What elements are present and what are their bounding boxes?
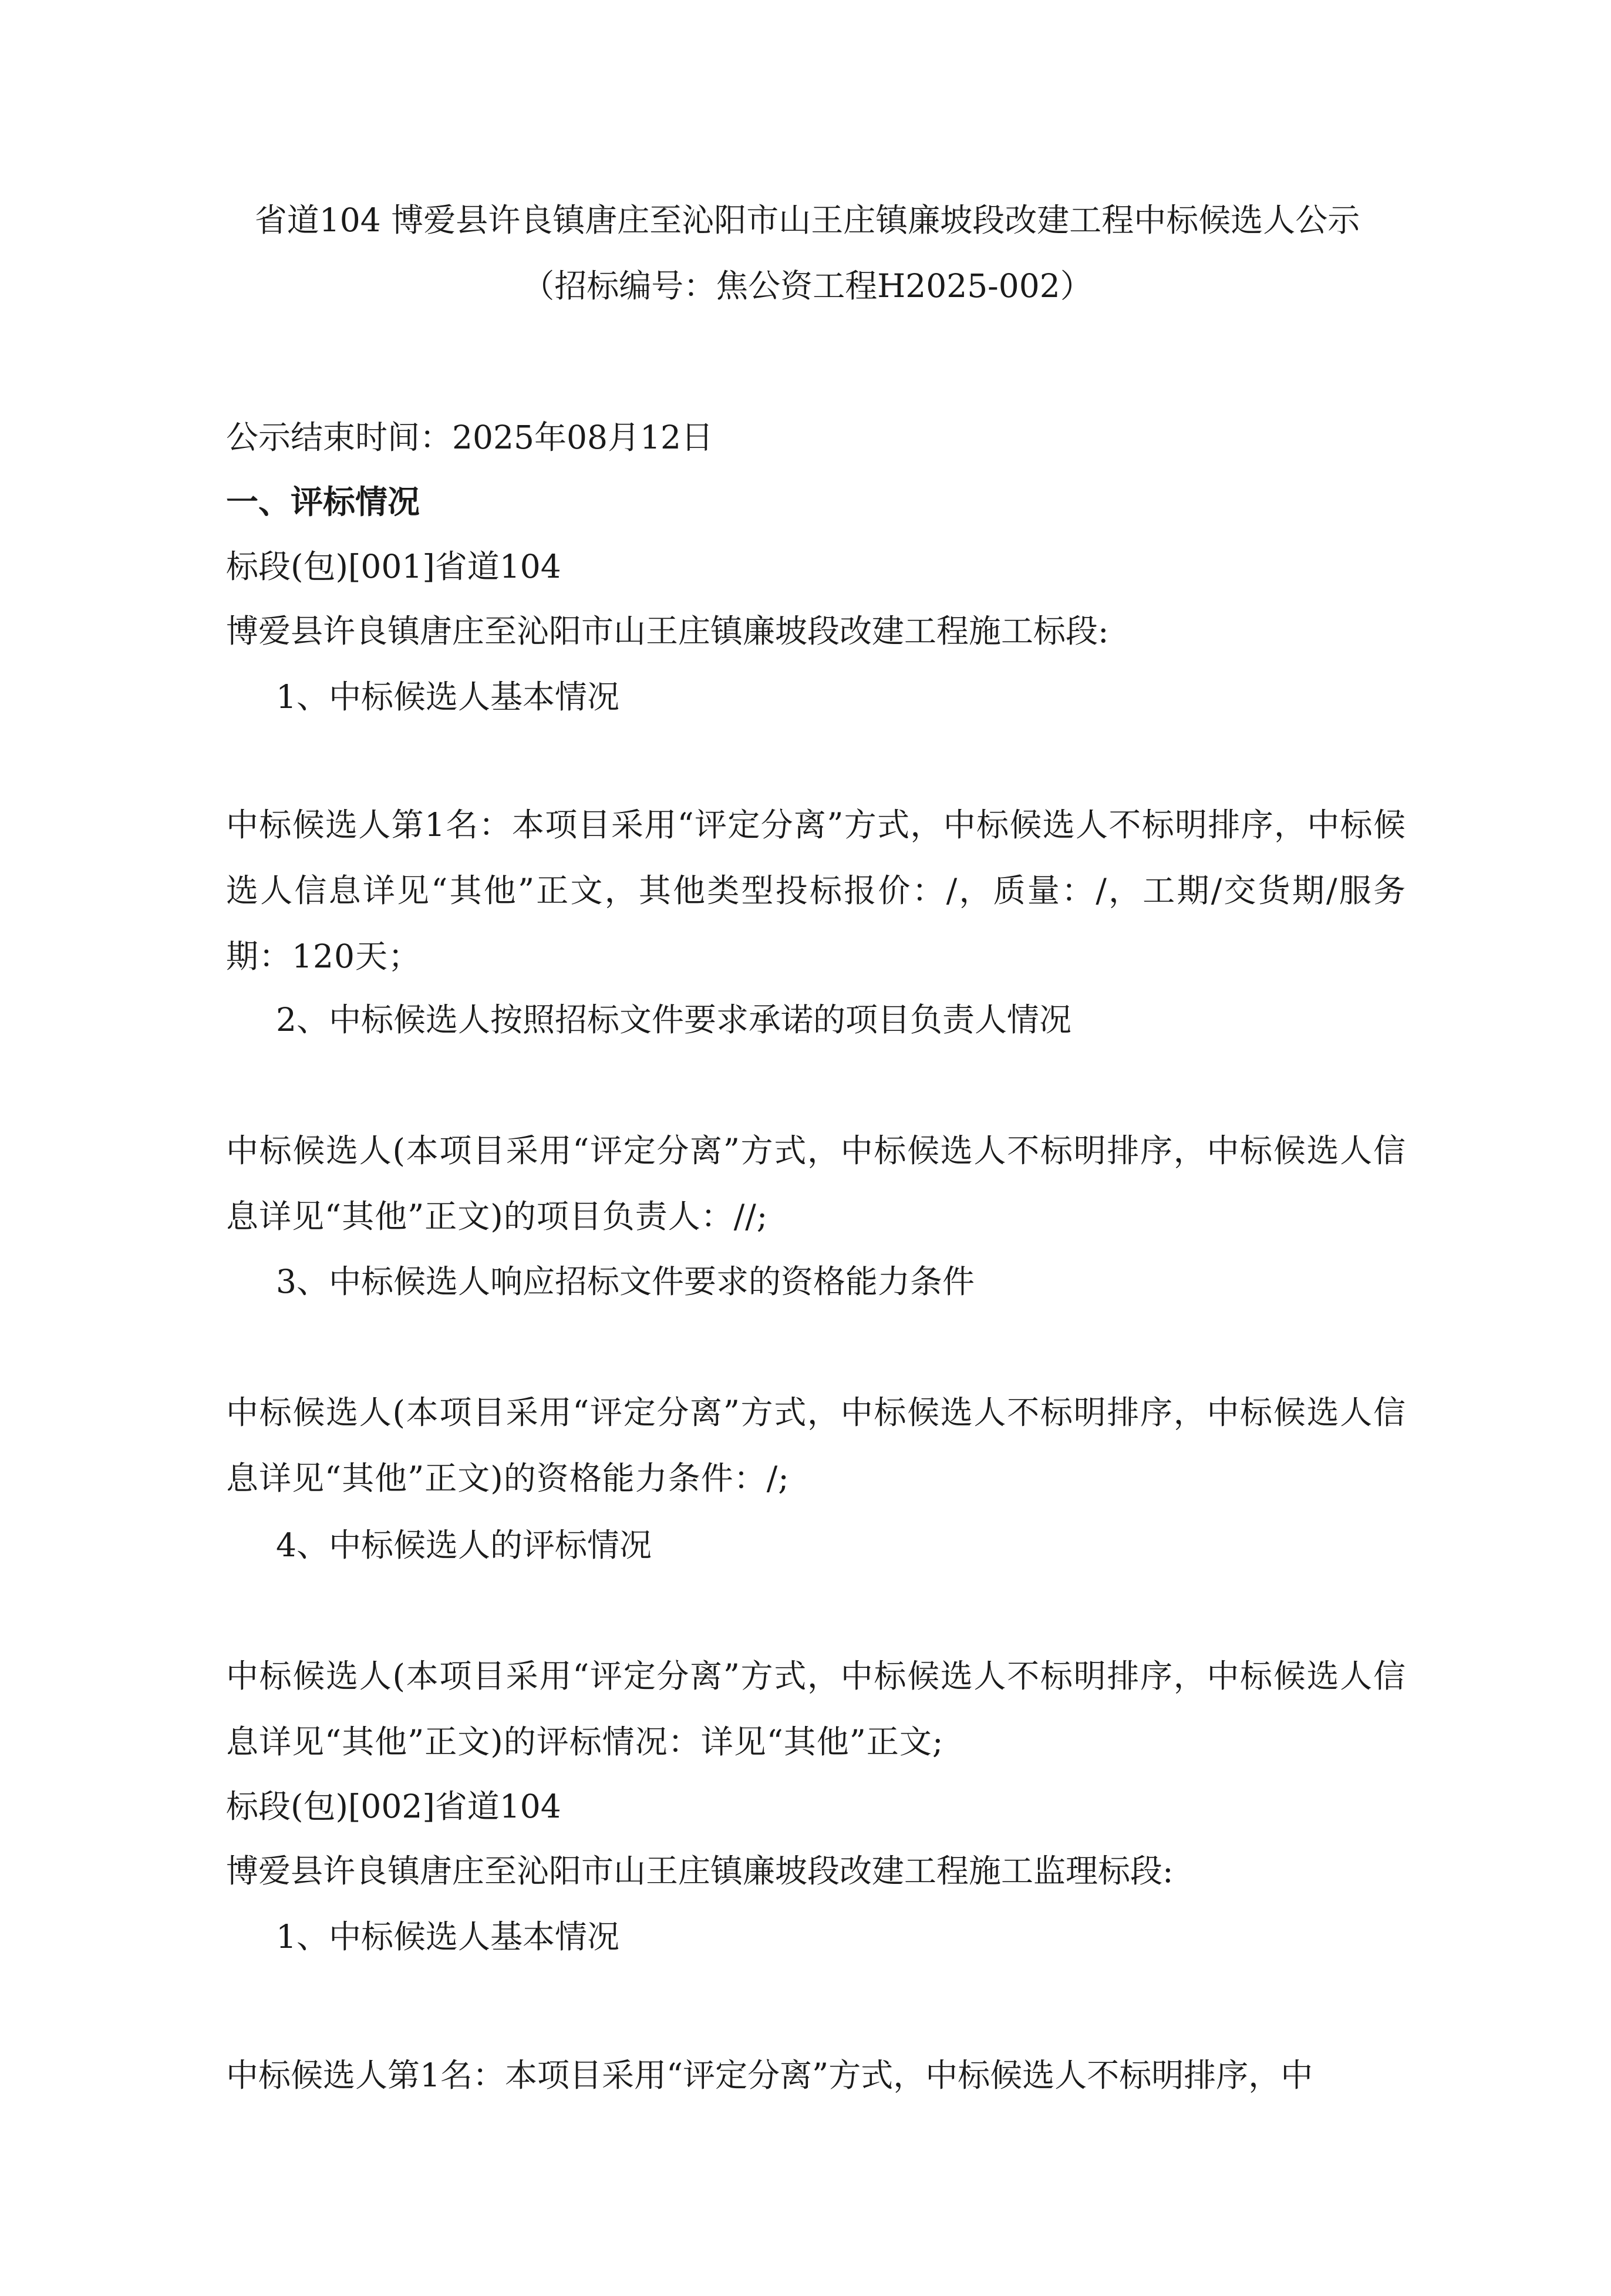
lot1-name: 博爱县许良镇唐庄至沁阳市山王庄镇廉坡段改建工程施工标段:: [226, 612, 1109, 650]
document-title-line1: 省道104 博爱县许良镇唐庄至沁阳市山王庄镇廉坡段改建工程中标候选人公示: [254, 201, 1360, 239]
lot1-item2-heading: 2、中标候选人按照招标文件要求承诺的项目负责人情况: [276, 1001, 1071, 1039]
lot1-item2-text: 中标候选人(本项目采用“评定分离”方式，中标候选人不标明排序，中标候选人信息详见“其他”正文)的项目负责人：//;: [226, 1132, 1406, 1235]
lot1-item4-text: 中标候选人(本项目采用“评定分离”方式，中标候选人不标明排序，中标候选人信息详见“其他”正文)的评标情况：详见“其他”正文;: [226, 1657, 1406, 1761]
lot2-label: 标段(包)[002]省道104: [226, 1788, 561, 1825]
lot2-item1-heading: 1、中标候选人基本情况: [276, 1918, 619, 1956]
lot1-label: 标段(包)[001]省道104: [226, 548, 561, 585]
lot2-name: 博爱县许良镇唐庄至沁阳市山王庄镇廉坡段改建工程施工监理标段:: [226, 1852, 1174, 1890]
lot1-item1-heading: 1、中标候选人基本情况: [276, 678, 619, 716]
lot2-item1-text: 中标候选人第1名：本项目采用“评定分离”方式，中标候选人不标明排序，中: [226, 2056, 1313, 2094]
section-heading-evaluation: 一、评标情况: [226, 483, 420, 521]
document-title-line2: （招标编号：焦公资工程H2025-002）: [522, 267, 1093, 305]
lot1-item3-heading: 3、中标候选人响应招标文件要求的资格能力条件: [276, 1263, 975, 1300]
lot1-item1-text: 中标候选人第1名：本项目采用“评定分离”方式，中标候选人不标明排序，中标候选人信息详见“其他”正文，其他类型投标报价：/，质量：/，工期/交货期/服务期：120天；: [226, 806, 1406, 975]
lot1-item4-heading: 4、中标候选人的评标情况: [276, 1526, 652, 1564]
lot1-item3-text: 中标候选人(本项目采用“评定分离”方式，中标候选人不标明排序，中标候选人信息详见“其他”正文)的资格能力条件：/;: [226, 1394, 1406, 1497]
announcement-end-time: 公示结束时间：2025年08月12日: [226, 419, 713, 456]
